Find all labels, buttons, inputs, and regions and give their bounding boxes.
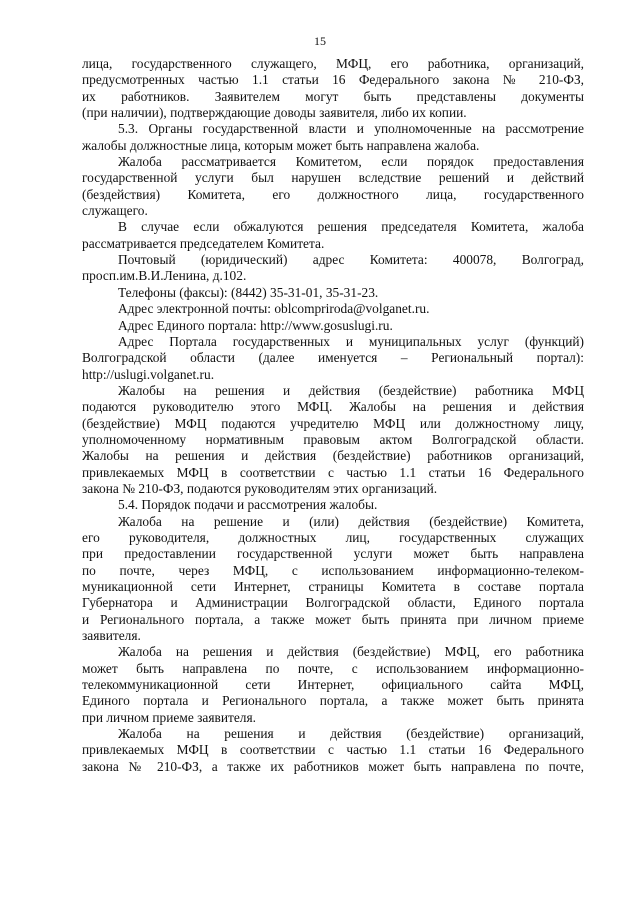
text-line: Жалобы на решения и действия (бездействие) работника МФЦ <box>118 382 584 398</box>
text-line: телекоммуникационной сети Интернет, официального сайта МФЦ, <box>82 677 584 693</box>
text-line: их работников. Заявителем могут быть представлены документы <box>82 88 584 104</box>
text-line: http://uslugi.volganet.ru. <box>82 366 215 382</box>
text-line: Волгоградской области (далее именуется – Региональный портал): <box>82 350 584 366</box>
text-line: Жалоба на решение и (или) действия (бездействие) Комитета, <box>118 513 584 529</box>
text-line: закона № 210-ФЗ, подаются руководителям этих организаций. <box>82 480 438 496</box>
text-line: Адрес электронной почты: oblcompriroda@volganet.ru. <box>118 301 430 317</box>
text-line: Губернатора и Администрации Волгоградской области, Единого портала <box>82 595 584 611</box>
text-line: Единого портала и Регионального портала, а также может быть принята <box>82 693 584 709</box>
text-line: Адрес Портала государственных и муниципальных услуг (функций) <box>118 333 584 349</box>
text-line: муникационной сети Интернет, страницы Комитета в составе портала <box>82 579 584 594</box>
text-line: может быть направлена по почте, с использованием информационно- <box>82 660 584 676</box>
text-line: просп.им.В.И.Ленина, д.102. <box>82 268 247 284</box>
text-line: Жалоба на решения и действия (бездействие) организаций, <box>118 726 584 742</box>
text-line: по почте, через МФЦ, с использованием информационно-телеком- <box>82 562 584 578</box>
text-line: Адрес Единого портала: http://www.gosuslugi.ru. <box>118 317 393 333</box>
text-line: (при наличии), подтверждающие доводы заявителя, либо их копии. <box>82 105 467 121</box>
text-line: государственной услуги был нарушен вследствие решений и действий <box>82 170 584 186</box>
text-line: уполномоченному нормативным правовым актом Волгоградской области. <box>82 431 584 447</box>
text-line: В случае если обжалуются решения председателя Комитета, жалоба <box>118 219 584 235</box>
text-line: при личном приеме заявителя. <box>82 709 256 725</box>
text-line: Жалоба рассматривается Комитетом, если порядок предоставления <box>118 154 584 170</box>
text-line: Жалоба на решения и действия (бездействие) МФЦ, его работника <box>118 644 584 660</box>
text-line: привлекаемых МФЦ в соответствии с частью 1.1 статьи 16 Федерального <box>82 742 584 758</box>
text-line: Почтовый (юридический) адрес Комитета: 400078, Волгоград, <box>118 252 584 268</box>
text-line: 5.3. Органы государственной власти и уполномоченные на рассмотрение <box>118 121 584 137</box>
text-line: (бездействия) Комитета, его должностного лица, государственного <box>82 186 584 202</box>
text-line: закона № 210-ФЗ, а также их работников может быть направлена по почте, <box>82 758 584 774</box>
text-line: заявителя. <box>82 628 141 644</box>
text-line: Телефоны (факсы): (8442) 35-31-01, 35-31-23. <box>118 284 379 300</box>
text-line: рассматривается председателем Комитета. <box>82 235 325 251</box>
text-line: 5.4. Порядок подачи и рассмотрения жалобы. <box>118 497 378 513</box>
text-line: Жалобы на решения и действия (бездействие) работников организаций, <box>82 448 584 464</box>
page-number: 15 <box>314 34 326 48</box>
text-line: (бездействие) МФЦ подаются учредителю МФЦ или должностному лицу, <box>82 415 584 431</box>
text-line: лица, государственного служащего, МФЦ, его работника, организаций, <box>82 56 584 71</box>
text-line: жалобы должностные лица, которым может быть направлена жалоба. <box>82 137 480 153</box>
text-line: предусмотренных частью 1.1 статьи 16 Федерального закона № 210-ФЗ, <box>82 72 584 88</box>
text-line: привлекаемых МФЦ в соответствии с частью 1.1 статьи 16 Федерального <box>82 464 584 480</box>
text-line: подаются руководителю этого МФЦ. Жалобы на решения и действия <box>82 399 584 415</box>
document-body <box>82 56 584 775</box>
text-line: служащего. <box>82 203 148 219</box>
text-line: и Регионального портала, а также может быть принята при личном приеме <box>82 611 584 627</box>
text-line: при предоставлении государственной услуги может быть направлена <box>82 546 584 562</box>
text-line: его руководителя, должностных лиц, государственных служащих <box>82 529 584 545</box>
